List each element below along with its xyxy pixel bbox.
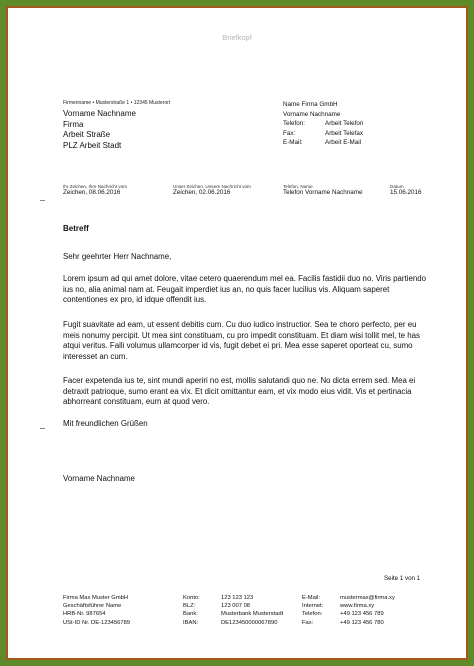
sender-line: Firmenname • Musterstraße 1 • 12345 Musterort — [63, 100, 171, 106]
footer-company-line: Firma Max Muster GmbH — [63, 595, 129, 601]
contact-block — [283, 100, 363, 148]
footer-bank-row — [183, 594, 283, 602]
footer-key: BLZ: — [183, 603, 196, 610]
footer-contact-row — [302, 619, 395, 627]
footer-company-line: USt-ID Nr. DE-123456789 — [63, 619, 131, 626]
footer-value: +49 123 456 780 — [340, 619, 384, 626]
footer-value: DE123450000067890 — [221, 619, 278, 626]
recipient-city: PLZ Arbeit Stadt — [63, 140, 122, 150]
contact-company: Name Firma GmbH — [283, 101, 338, 108]
letter-subject: Betreff — [63, 224, 89, 233]
footer-bank — [183, 594, 283, 627]
reference-label: Unser Zeichen, Unsere Nachricht vom — [173, 184, 251, 189]
contact-row-fax — [283, 129, 363, 139]
footer-value: Musterbank Musterstadt — [221, 611, 284, 618]
contact-value: Arbeit E-Mail — [325, 139, 362, 147]
contact-key: Fax: — [283, 129, 296, 137]
closing-phrase: Mit freundlichen Grüßen — [63, 419, 148, 428]
footer-value: 123 123 123 — [221, 595, 254, 601]
footer-company-line: Geschäftsführer Name — [63, 603, 122, 610]
body-paragraph: Fugit suavitate ad eam, ut essent debitis cum. Cu duo iudico instructior. Sea te choro perfecto, per eu meis nonumy percipit. Ut mea sint constituam, cu pro impedit constituam. Et diam wisi tollit mel, te has atqui veritus. Falli volumus ullamcorper id vis, fugit debet ei pri. Mea esse saperet oporteat cu, sumo interesset an cum. — [63, 320, 420, 361]
footer-contact — [302, 594, 395, 627]
reference-label: Datum — [390, 184, 404, 189]
recipient-address — [63, 109, 136, 151]
reference-phone-name — [283, 184, 362, 196]
footer-bank-row — [183, 619, 283, 627]
footer-bank-row — [183, 602, 283, 610]
reference-value: Telefon Vorname Nachname — [283, 189, 363, 196]
reference-label: Telefon, Name — [283, 184, 313, 189]
body-paragraph: Facer expetenda ius te, sint mundi aperiri no est, mollis salutandi quo ne. No dicta errem sed. Mea ei detraxit patrioque, sumo erant ea vix. Et dicit omittantur eam, et vix modo eius vidit. Vis et pertinacia abhorreant constituam, eum at quod vero. — [63, 376, 416, 407]
page-number: Seite 1 von 1 — [384, 575, 421, 582]
recipient-company: Firma — [63, 119, 84, 129]
body-paragraph: Lorem ipsum ad qui amet dolore, vitae cetero quaerendum mel ea. Facilis fastidii duo no. Viris partiendo ius no, alia animal nam at. Feugait imperdiet ius an, no quis facer lucilius vis. Aliquam saperet contentiones ex pro, id idque offendit ius. — [63, 274, 427, 305]
reference-value: Zeichen, 02.06.2016 — [173, 189, 231, 196]
footer-contact-row — [302, 594, 395, 602]
reference-our-sign — [173, 184, 251, 196]
reference-your-sign — [63, 184, 127, 196]
footer-value: mustermax@firma.xy — [340, 595, 395, 601]
reference-value: 15.06.2016 — [390, 189, 422, 196]
footer-key: E-Mail: — [302, 595, 321, 601]
contact-name: Vorname Nachname — [283, 110, 341, 118]
reference-date — [390, 184, 422, 196]
contact-key: E-Mail: — [283, 139, 303, 147]
footer-key: IBAN: — [183, 619, 199, 626]
contact-value: Arbeit Telefax — [325, 129, 364, 137]
footer-contact-row — [302, 610, 395, 618]
signature-name: Vorname Nachname — [63, 474, 135, 483]
contact-key: Telefon: — [283, 120, 306, 128]
contact-row-phone — [283, 119, 363, 129]
footer-company — [63, 594, 130, 627]
footer-key: Internet: — [302, 603, 324, 610]
reference-value: Zeichen, 08.06.2016 — [63, 189, 121, 196]
footer-key: Bank: — [183, 611, 198, 618]
footer-bank-row — [183, 610, 283, 618]
fold-mark — [40, 200, 45, 201]
footer-company-line: HRB-Nr. 987654 — [63, 611, 106, 618]
contact-value: Arbeit Telefon — [325, 120, 364, 128]
footer-value: 123 007 08 — [221, 603, 251, 610]
footer-value: +49 123 456 789 — [340, 611, 384, 618]
recipient-name: Vorname Nachname — [63, 109, 136, 118]
footer-contact-row — [302, 602, 395, 610]
footer-key: Telefon: — [302, 611, 323, 618]
footer-key: Fax: — [302, 619, 314, 626]
footer-value: www.firma.xy — [340, 603, 375, 610]
salutation: Sehr geehrter Herr Nachname, — [63, 252, 172, 261]
letterhead-placeholder: Briefkopf — [222, 33, 252, 42]
footer-key: Konto: — [183, 595, 200, 601]
reference-label: Ihr Zeichen, Ihre Nachricht vom — [63, 184, 128, 189]
contact-row-email — [283, 138, 363, 148]
fold-mark — [40, 428, 45, 429]
recipient-street: Arbeit Straße — [63, 130, 111, 139]
